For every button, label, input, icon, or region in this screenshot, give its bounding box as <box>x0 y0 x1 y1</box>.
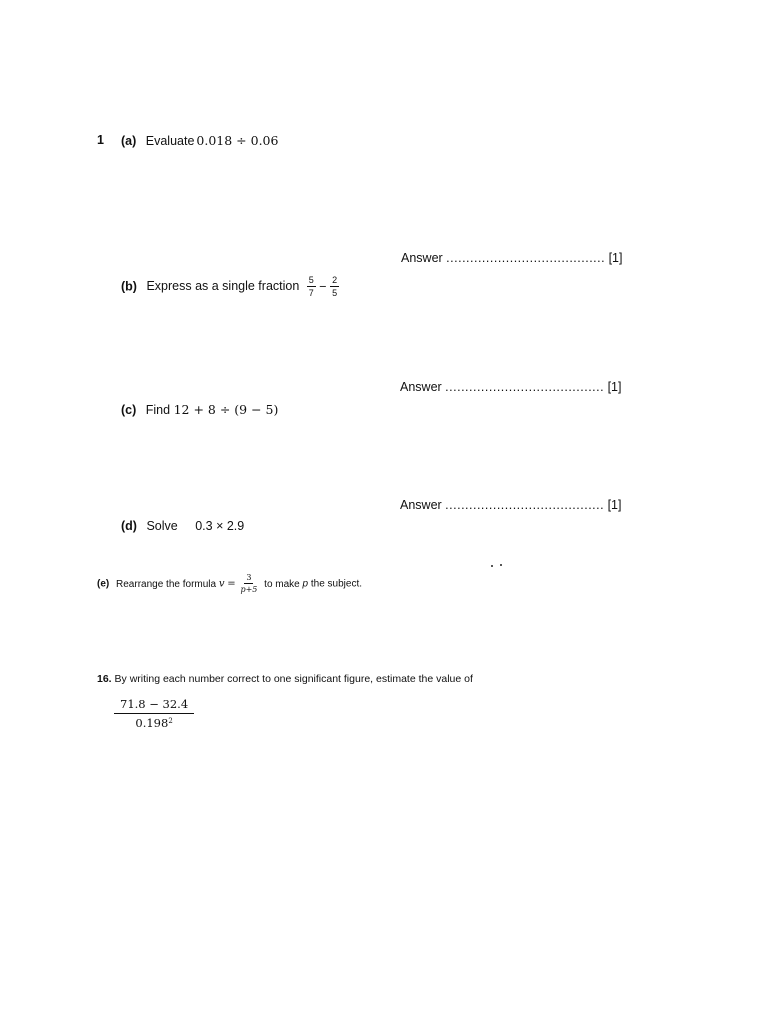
answer-mark: [1] <box>607 380 622 394</box>
answer-label: Answer <box>401 251 443 265</box>
part-c-expression: 12 + 8 ÷ (9 − 5) <box>173 402 279 417</box>
fraction-1 <box>307 276 316 298</box>
part-d-label: (d) <box>121 519 137 533</box>
formula-fraction <box>238 574 259 594</box>
part-e-label: (e) <box>97 578 110 590</box>
fraction-2 <box>330 276 339 298</box>
formula-numerator: 3 <box>246 573 252 582</box>
part-a-label: (a) <box>121 134 137 148</box>
part-a <box>121 133 278 148</box>
scan-mark <box>500 564 502 566</box>
formula-variable: v <box>218 578 225 590</box>
answer-label: Answer <box>400 380 442 394</box>
fraction-1-denominator: 7 <box>308 288 314 298</box>
answer-dots: ........................................ <box>445 380 605 394</box>
answer-line <box>400 498 621 512</box>
question-16-text: By writing each number correct to one significant figure, estimate the value of <box>114 673 473 685</box>
formula-equals: = <box>227 578 236 590</box>
formula-denominator: p+5 <box>240 585 258 594</box>
part-b <box>121 276 339 298</box>
estimate-numerator: 71.8 − 32.4 <box>114 697 194 714</box>
answer-line <box>400 380 621 394</box>
part-d-expression: 0.3 × 2.9 <box>195 519 245 533</box>
denominator-base: 0.198 <box>135 716 169 730</box>
scan-mark <box>491 565 493 567</box>
subject-variable: p <box>302 578 309 590</box>
fraction-2-numerator: 2 <box>332 275 338 285</box>
part-e <box>97 574 362 594</box>
part-b-text: Express as a single fraction <box>146 279 300 294</box>
part-a-expression: 0.018 ÷ 0.06 <box>196 133 279 148</box>
estimate-fraction <box>114 697 194 730</box>
question-16 <box>97 673 473 685</box>
part-b-label: (b) <box>121 279 137 294</box>
part-e-text-post: the subject. <box>310 578 363 590</box>
answer-dots: ........................................ <box>446 251 606 265</box>
answer-line <box>401 251 622 265</box>
answer-mark: [1] <box>607 498 622 512</box>
part-c-label: (c) <box>121 403 137 417</box>
answer-mark: [1] <box>608 251 623 265</box>
fraction-1-numerator: 5 <box>308 275 314 285</box>
denominator-exponent: 2 <box>168 717 173 725</box>
question-16-number: 16. <box>97 673 112 685</box>
part-e-text-mid: to make <box>264 578 300 590</box>
fraction-2-denominator: 5 <box>332 288 338 298</box>
part-e-text-pre: Rearrange the formula <box>116 578 217 590</box>
question-number: 1 <box>97 133 104 147</box>
part-d-text: Solve <box>146 519 178 533</box>
part-c <box>121 402 278 417</box>
minus-sign: − <box>319 279 327 294</box>
answer-dots: ........................................ <box>445 498 605 512</box>
answer-label: Answer <box>400 498 442 512</box>
part-c-text: Find <box>145 403 171 417</box>
part-a-text: Evaluate <box>145 134 195 148</box>
part-d <box>121 519 244 533</box>
estimate-denominator <box>135 714 172 730</box>
